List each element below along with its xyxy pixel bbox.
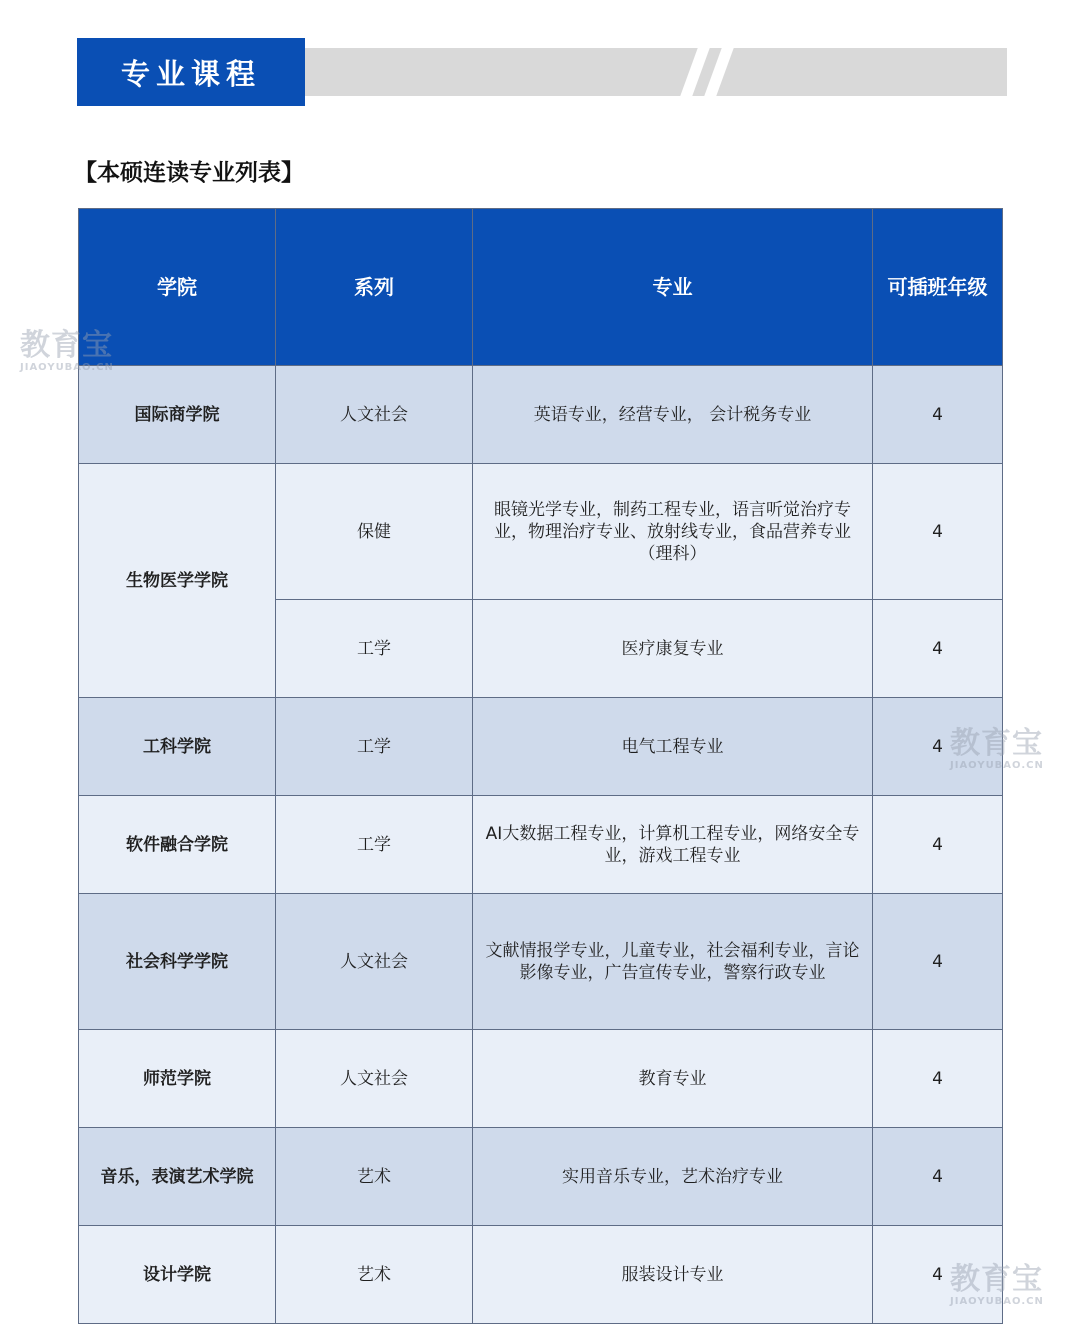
watermark-text: 教育宝 — [950, 1262, 1043, 1297]
series-cell: 人文社会 — [276, 894, 473, 1030]
grade-cell: 4 — [873, 698, 1003, 796]
grade-cell: 4 — [873, 1128, 1003, 1226]
table-row — [79, 796, 1003, 894]
watermark-text: 教育宝 — [950, 726, 1043, 761]
majors-cell: AI大数据工程专业，计算机工程专业，网络安全专业，游戏工程专业 — [473, 796, 873, 894]
table-row — [79, 1030, 1003, 1128]
table-subtitle: 【本硕连读专业列表】 — [74, 160, 304, 186]
college-cell: 生物医学学院 — [79, 464, 276, 698]
majors-cell: 文献情报学专业，儿童专业，社会福利专业，言论影像专业，广告宣传专业，警察行政专业 — [473, 894, 873, 1030]
college-cell: 工科学院 — [79, 698, 276, 796]
majors-cell: 电气工程专业 — [473, 698, 873, 796]
grade-cell: 4 — [873, 894, 1003, 1030]
watermark-subtext: JIAOYUBAO.CN — [20, 362, 114, 373]
series-cell: 工学 — [276, 600, 473, 698]
series-cell: 艺术 — [276, 1128, 473, 1226]
table-row — [79, 1226, 1003, 1324]
majors-cell: 教育专业 — [473, 1030, 873, 1128]
watermark-subtext: JIAOYUBAO.CN — [950, 760, 1044, 771]
header-college: 学院 — [79, 209, 276, 366]
majors-cell: 服装设计专业 — [473, 1226, 873, 1324]
college-cell: 国际商学院 — [79, 366, 276, 464]
majors-cell: 医疗康复专业 — [473, 600, 873, 698]
watermark-text: 教育宝 — [20, 328, 113, 363]
grade-cell: 4 — [873, 600, 1003, 698]
grade-cell: 4 — [873, 1226, 1003, 1324]
series-cell: 工学 — [276, 698, 473, 796]
majors-cell: 实用音乐专业，艺术治疗专业 — [473, 1128, 873, 1226]
majors-cell: 英语专业，经营专业， 会计税务专业 — [473, 366, 873, 464]
header-major: 专业 — [473, 209, 873, 366]
series-cell: 工学 — [276, 796, 473, 894]
table-row — [79, 464, 1003, 600]
header-series: 系列 — [276, 209, 473, 366]
watermark-subtext: JIAOYUBAO.CN — [950, 1296, 1044, 1307]
college-cell: 师范学院 — [79, 1030, 276, 1128]
majors-table — [78, 208, 1003, 1324]
table-row — [79, 366, 1003, 464]
college-cell: 软件融合学院 — [79, 796, 276, 894]
grade-cell: 4 — [873, 1030, 1003, 1128]
watermark — [950, 1264, 1044, 1308]
watermark — [950, 728, 1044, 772]
grade-cell: 4 — [873, 464, 1003, 600]
header-grade: 可插班年级 — [873, 209, 1003, 366]
grade-cell: 4 — [873, 796, 1003, 894]
section-banner — [77, 38, 1007, 106]
table-row — [79, 698, 1003, 796]
college-cell: 音乐，表演艺术学院 — [79, 1128, 276, 1226]
table-header-row — [79, 209, 1003, 366]
college-cell: 社会科学学院 — [79, 894, 276, 1030]
banner-grey-bar — [277, 48, 1007, 96]
series-cell: 人文社会 — [276, 366, 473, 464]
grade-cell: 4 — [873, 366, 1003, 464]
series-cell: 人文社会 — [276, 1030, 473, 1128]
section-title: 专业课程 — [77, 38, 305, 106]
series-cell: 保健 — [276, 464, 473, 600]
watermark — [20, 330, 114, 374]
table-row — [79, 894, 1003, 1030]
series-cell: 艺术 — [276, 1226, 473, 1324]
college-cell: 设计学院 — [79, 1226, 276, 1324]
majors-cell: 眼镜光学专业，制药工程专业，语言听觉治疗专业，物理治疗专业、放射线专业，食品营养专业（理科） — [473, 464, 873, 600]
table-row — [79, 1128, 1003, 1226]
